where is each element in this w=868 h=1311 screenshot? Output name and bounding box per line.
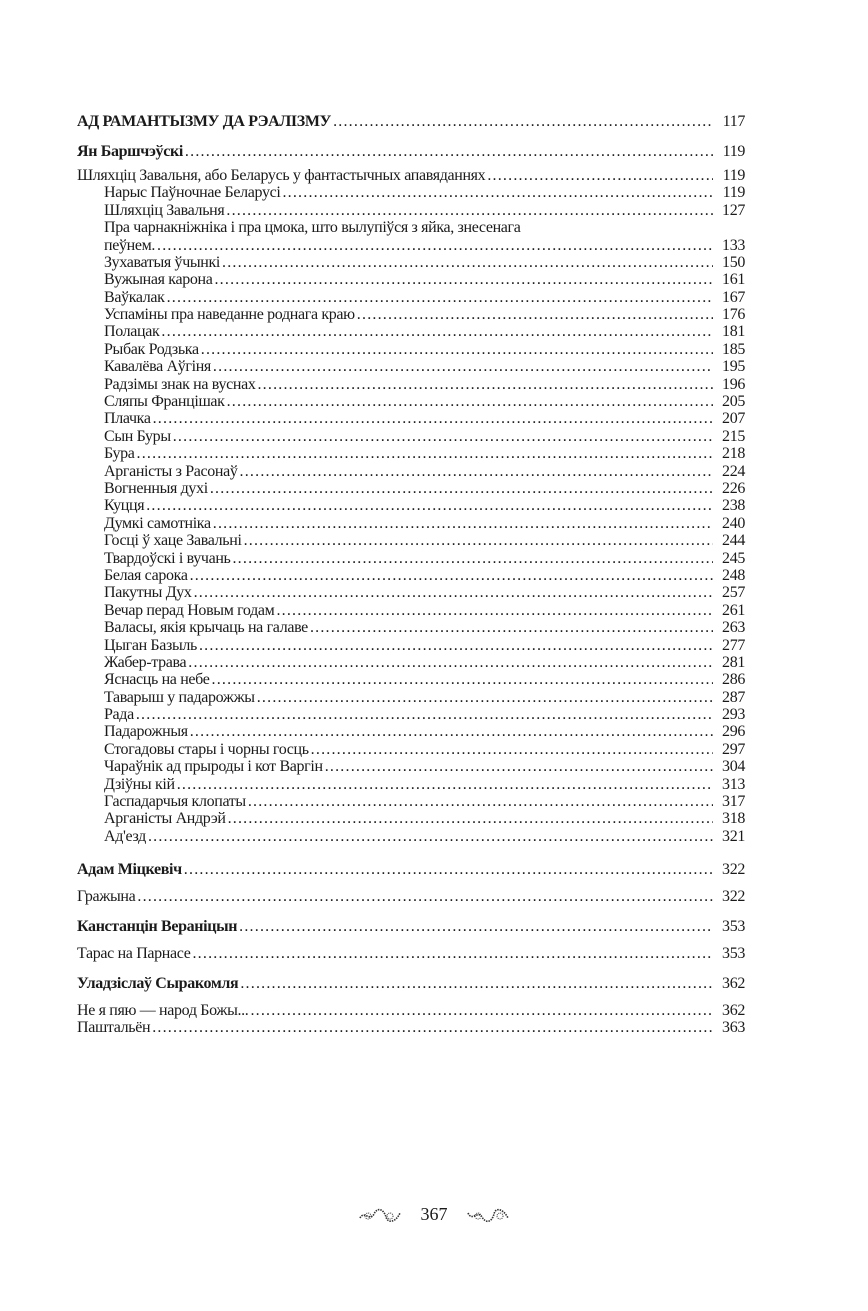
toc-page-number: 313 <box>722 775 745 793</box>
dot-leader <box>257 689 713 706</box>
toc-entry-title: Нарыс Паўночнае Беларусі <box>104 184 281 202</box>
toc-page-number: 161 <box>722 271 745 289</box>
toc-page-number: 238 <box>722 497 745 515</box>
dot-leader <box>153 410 713 427</box>
toc-entry-title: Гаспадарчыя клопаты <box>104 793 246 811</box>
toc-page-number: 205 <box>722 393 745 411</box>
toc-entry <box>77 741 745 758</box>
toc-entry-title: Ваўкалак <box>104 288 165 306</box>
toc-entry <box>77 567 745 584</box>
dot-leader <box>210 480 713 497</box>
toc-entry <box>77 654 745 671</box>
dot-leader <box>190 567 713 584</box>
toc-entry <box>77 828 745 845</box>
toc-entry-title: Валасы, якія крычаць на галаве <box>104 619 308 637</box>
dot-leader <box>227 393 713 410</box>
toc-page-number: 119 <box>722 166 745 184</box>
toc-entry-title-continuation: пеўнем. <box>104 236 156 254</box>
toc-entry-title: Арганісты Андрэй <box>104 810 226 828</box>
dot-leader <box>177 776 713 793</box>
toc-entry <box>77 945 745 962</box>
toc-entry <box>77 184 745 201</box>
toc-entry-title: Не я пяю — народ Божы... <box>77 1001 249 1019</box>
dot-leader <box>311 741 713 758</box>
toc-page-number: 363 <box>722 1019 745 1037</box>
dot-leader <box>239 918 713 935</box>
toc-entry <box>77 358 745 375</box>
toc-page-number: 321 <box>722 827 745 845</box>
toc-entry-title: Сляпы Францішак <box>104 393 225 411</box>
dot-leader <box>192 945 713 962</box>
toc-page-number: 257 <box>722 584 745 602</box>
toc-entry-title: Плачка <box>104 410 151 428</box>
toc-entry-title: Гражына <box>77 887 136 905</box>
toc-page-number: 362 <box>722 974 745 992</box>
dot-leader <box>157 237 713 254</box>
dot-leader <box>232 550 713 567</box>
toc-page-number: 119 <box>722 184 745 202</box>
toc-entry <box>77 810 745 827</box>
toc-entry <box>77 861 745 878</box>
toc-page-number: 353 <box>722 944 745 962</box>
toc-entry <box>77 497 745 514</box>
toc-entry <box>77 637 745 654</box>
toc-page-number: 317 <box>722 793 745 811</box>
toc-page-number: 248 <box>722 566 745 584</box>
toc-entry-title: Уладзіслаў Сыракомля <box>77 974 239 992</box>
toc-page-number: 176 <box>722 306 745 324</box>
toc-page-number: 281 <box>722 653 745 671</box>
toc-entry <box>77 463 745 480</box>
toc-entry-title: Успаміны пра наведанне роднага краю <box>104 306 355 324</box>
toc-entry-title: Стогадовы стары і чорны госць <box>104 740 309 758</box>
dot-leader <box>212 671 713 688</box>
dot-leader <box>310 619 713 636</box>
toc-entry-title: Паштальён <box>77 1019 151 1037</box>
toc-entry <box>77 918 745 935</box>
toc-entry-title: Полацак <box>104 323 160 341</box>
toc-page-number: 277 <box>722 636 745 654</box>
toc-entry <box>77 1002 745 1019</box>
toc-entry <box>77 888 745 905</box>
toc-entry <box>77 550 745 567</box>
toc-entry-title: Ян Баршчэўскі <box>77 142 183 160</box>
toc-page-number: 304 <box>722 758 745 776</box>
toc-page-number: 218 <box>722 445 745 463</box>
dot-leader <box>185 143 713 160</box>
toc-entry <box>77 1019 745 1036</box>
toc-entry <box>77 480 745 497</box>
toc-page-number: 181 <box>722 323 745 341</box>
toc-entry <box>77 619 745 636</box>
toc-entry-title: Куцця <box>104 497 145 515</box>
dot-leader <box>137 888 713 905</box>
toc-entry <box>77 706 745 723</box>
dot-leader <box>190 723 713 740</box>
dot-leader <box>214 271 713 288</box>
toc-entry-title: Вужыная карона <box>104 271 213 289</box>
toc-entry-title: Бура <box>104 445 135 463</box>
dot-leader <box>152 1019 713 1036</box>
dot-leader <box>228 810 713 827</box>
toc-entry-title: Белая сарока <box>104 566 188 584</box>
toc-entry-title: Рыбак Родзька <box>104 340 199 358</box>
toc-entry <box>77 376 745 393</box>
toc-page-number: 185 <box>722 340 745 358</box>
toc-page-number: 226 <box>722 480 745 497</box>
toc-entry-title: Чараўнік ад прыроды і кот Варгін <box>104 758 323 776</box>
toc-entry <box>77 428 745 445</box>
toc-page-number: 322 <box>722 887 745 905</box>
toc-page-number: 215 <box>722 427 745 445</box>
dot-leader <box>248 793 713 810</box>
toc-entry-title: Пра чарнакніжніка і пра цмока, што вылупіўся з яйка, знесенага <box>104 219 521 237</box>
toc-entry-title: Тарас на Парнасе <box>77 944 191 962</box>
dot-leader <box>487 167 713 184</box>
toc-entry-title: Яснасць на небе <box>104 671 210 689</box>
dot-leader <box>250 1002 713 1019</box>
toc-entry <box>77 776 745 793</box>
toc-page-number: 240 <box>722 514 745 532</box>
dot-leader <box>222 254 713 271</box>
dot-leader <box>167 289 713 306</box>
dot-leader <box>194 584 713 601</box>
toc-entry-title: Канстанцін Вераніцын <box>77 917 238 935</box>
dot-leader <box>161 323 713 340</box>
toc-entry-title: Вечар перад Новым годам <box>104 601 275 619</box>
toc-entry <box>77 254 745 271</box>
toc-entry <box>77 393 745 410</box>
toc-entry <box>77 143 745 160</box>
dot-leader <box>325 758 713 775</box>
dot-leader <box>136 706 713 723</box>
toc-entry <box>77 602 745 619</box>
toc-page-number: 293 <box>722 706 745 724</box>
toc-entry <box>77 289 745 306</box>
dot-leader <box>188 654 713 671</box>
ornament-left-icon <box>358 1208 402 1224</box>
toc-entry-title: Жабер-трава <box>104 653 187 671</box>
toc-entry <box>77 758 745 775</box>
toc-page-number: 196 <box>722 375 745 393</box>
toc-entry <box>77 167 745 184</box>
dot-leader <box>244 532 713 549</box>
toc-entry-title: Радзімы знак на вуснах <box>104 375 256 393</box>
toc-page-number: 195 <box>722 358 745 376</box>
ornament-right-icon <box>466 1208 510 1224</box>
toc-entry-title: Твардоўскі і вучань <box>104 549 231 567</box>
toc-page-number: 318 <box>722 810 745 828</box>
toc-entry-title: Госці ў хаце Завальні <box>104 532 242 550</box>
toc-entry <box>77 306 745 323</box>
toc-page-number: 261 <box>722 601 745 619</box>
table-of-contents <box>77 113 745 1037</box>
toc-entry-title: Падарожныя <box>104 723 188 741</box>
dot-leader <box>240 975 713 992</box>
toc-entry <box>77 445 745 462</box>
toc-entry <box>77 532 745 549</box>
toc-entry-title: Цыган Базыль <box>104 636 197 654</box>
page-number: 367 <box>420 1204 448 1224</box>
dot-leader <box>213 358 713 375</box>
toc-entry <box>77 202 745 219</box>
toc-page-number: 245 <box>722 549 745 567</box>
toc-entry <box>77 975 745 992</box>
toc-entry <box>77 689 745 706</box>
dot-leader <box>226 202 713 219</box>
toc-entry <box>77 113 745 130</box>
toc-entry <box>77 723 745 740</box>
dot-leader <box>257 376 713 393</box>
toc-entry-title: Шляхціц Завальня, або Беларусь у фантастычных апавяданнях <box>77 166 486 184</box>
toc-entry <box>77 584 745 601</box>
dot-leader <box>276 602 713 619</box>
toc-entry-title: Зухаватыя ўчынкі <box>104 253 221 271</box>
toc-entry-title: Кавалёва Аўгіня <box>104 358 211 376</box>
toc-entry <box>77 341 745 358</box>
page-footer <box>0 1204 868 1225</box>
toc-entry-title: Рада <box>104 706 134 724</box>
dot-leader <box>240 463 713 480</box>
dot-leader <box>213 515 713 532</box>
toc-page-number: 362 <box>722 1001 745 1019</box>
toc-page-number: 167 <box>722 288 745 306</box>
toc-entry <box>77 515 745 532</box>
toc-entry-title: Адам Міцкевіч <box>77 860 182 878</box>
toc-entry-title: Думкі самотніка <box>104 514 211 532</box>
dot-leader <box>201 341 713 358</box>
toc-entry-title: Сын Буры <box>104 427 171 445</box>
toc-entry <box>77 793 745 810</box>
toc-entry-title: Таварыш у падарожжы <box>104 688 255 706</box>
toc-page-number: 133 <box>722 236 745 254</box>
dot-leader <box>357 306 713 323</box>
toc-entry-title: Шляхціц Завальня <box>104 201 225 219</box>
toc-page-number: 287 <box>722 688 745 706</box>
toc-entry-title: АД РАМАНТЫЗМУ ДА РЭАЛІЗМУ <box>77 113 332 130</box>
toc-page-number: 322 <box>722 860 745 878</box>
toc-entry <box>77 323 745 340</box>
dot-leader <box>173 428 713 445</box>
toc-entry <box>77 671 745 688</box>
toc-page-number: 286 <box>722 671 745 689</box>
toc-entry <box>77 271 745 288</box>
toc-page-number: 117 <box>722 113 745 130</box>
toc-entry-title: Пакутны Дух <box>104 584 192 602</box>
toc-page-number: 297 <box>722 740 745 758</box>
dot-leader <box>148 828 713 845</box>
toc-page-number: 127 <box>722 201 745 219</box>
toc-page-number: 353 <box>722 917 745 935</box>
dot-leader <box>199 637 713 654</box>
dot-leader <box>184 861 713 878</box>
dot-leader <box>137 445 714 462</box>
dot-leader <box>282 184 713 201</box>
dot-leader <box>146 497 713 514</box>
toc-page-number: 244 <box>722 532 745 550</box>
toc-page-number: 119 <box>722 142 745 160</box>
toc-entry-title: Арганісты з Расонаў <box>104 462 238 480</box>
toc-entry <box>77 219 745 254</box>
toc-page-number: 224 <box>722 462 745 480</box>
toc-page-number: 150 <box>722 253 745 271</box>
toc-page-number: 296 <box>722 723 745 741</box>
toc-page-number: 263 <box>722 619 745 637</box>
toc-entry-title: Вогненныя духі <box>104 480 208 497</box>
toc-entry <box>77 410 745 427</box>
toc-page-number: 207 <box>722 410 745 428</box>
toc-entry-title: Дзіўны кій <box>104 775 175 793</box>
dot-leader <box>333 113 713 130</box>
toc-entry-title: Ад'езд <box>104 827 146 845</box>
